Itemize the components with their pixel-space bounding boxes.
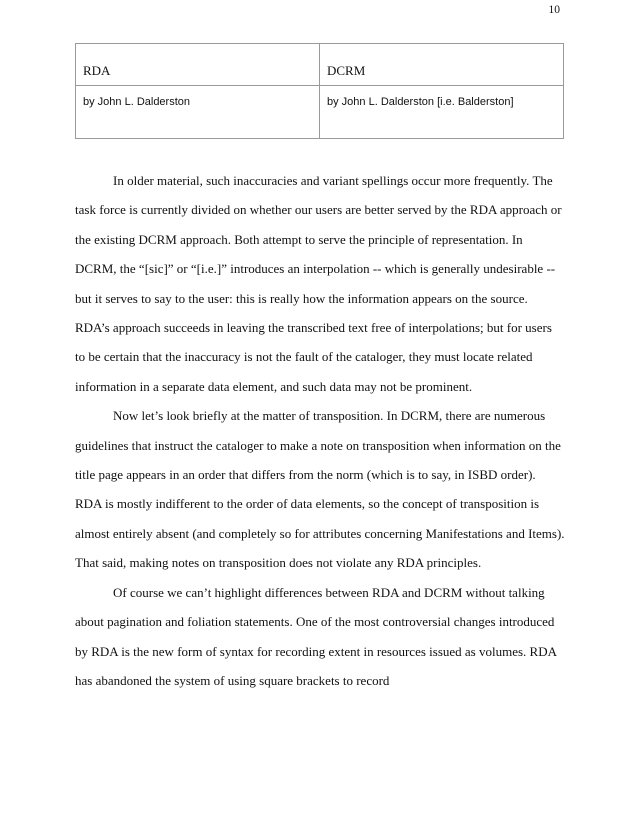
paragraph: Now let’s look briefly at the matter of transposition. In DCRM, there are numerous guidelines that instruct the cataloger to make a note on transposition when information on the title page appears in an order that differs from the norm (which is to say, in ISBD order). RDA is mostly indifferent to the order of data elements, so the concept of transposition is almost entirely absent (and completely so for attributes concerning Manifestations and Items). That said, making notes on transposition does not violate any RDA principles.: [75, 408, 565, 571]
table-header-dcrm: DCRM: [320, 44, 564, 86]
table-row: [76, 86, 564, 139]
comparison-table: [75, 43, 564, 139]
table-header-row: [76, 44, 564, 86]
table-cell-rda: by John L. Dalderston: [76, 86, 320, 139]
body-text: [75, 166, 565, 695]
table-cell-dcrm: by John L. Dalderston [i.e. Balderston]: [320, 86, 564, 139]
paragraph: Of course we can’t highlight differences between RDA and DCRM without talking about pagination and foliation statements. One of the most controversial changes introduced by RDA is the new form of syntax for recording extent in resources issued as volumes. RDA has abandoned the system of using square brackets to record: [75, 584, 557, 688]
page-number: 10: [548, 4, 560, 16]
paragraph: In older material, such inaccuracies and variant spellings occur more frequently. The task force is currently divided on whether our users are better served by the RDA approach or the existing DCRM approach. Both attempt to serve the principle of representation. In DCRM, the “[sic]” or “[i.e.]” introduces an interpolation -- which is generally undesirable -- but it serves to say to the user: this is really how the information appears on the source. RDA’s approach succeeds in leaving the transcribed text free of interpolations; but for users to be certain that the inaccuracy is not the fault of the cataloger, they must locate related information in a separate data element, and such data may not be prominent.: [75, 173, 562, 394]
table-header-rda: RDA: [76, 44, 320, 86]
